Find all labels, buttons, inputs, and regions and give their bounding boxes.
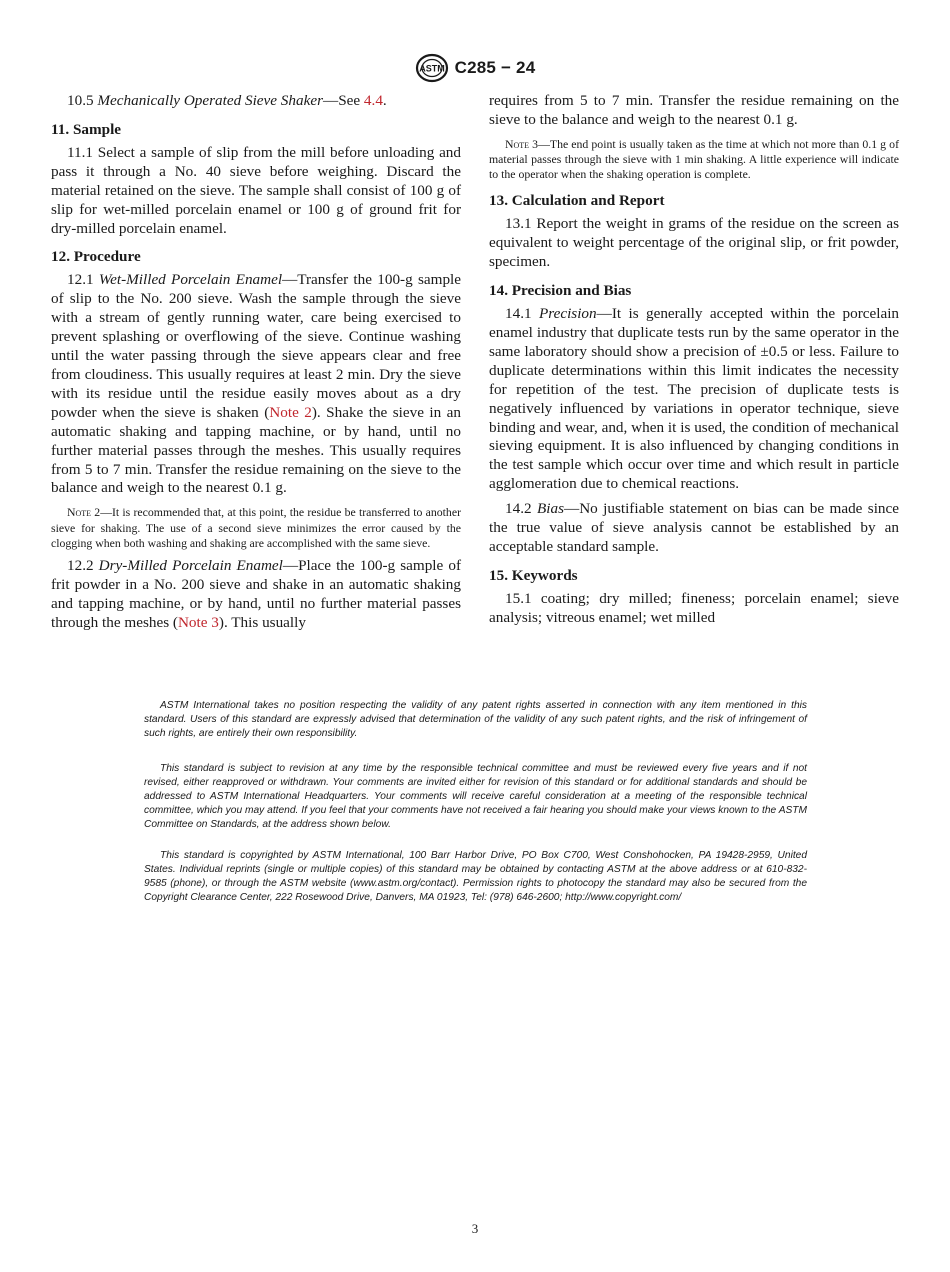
section-15-1: 15.1 coating; dry milled; fineness; porcelain enamel; sieve analysis; vitreous enamel; wet milled xyxy=(489,589,899,626)
astm-logo-icon xyxy=(415,53,449,83)
right-column xyxy=(489,92,899,628)
left-column xyxy=(51,92,461,633)
astm-logo-text: ASTM xyxy=(418,63,445,74)
footer-revision-notice: This standard is subject to revision at any time by the responsible technical committee and must be reviewed every five years and if not revised, either reapproved or withdrawn. Your comments are invited either for revision of this standard or for additional standards and should be addressed to ASTM International Headquarters. Your comments will receive careful consideration at a meeting of the responsible technical committee, which you may attend. If you feel that your comments have not received a fair hearing you should make your views known to the ASTM Committee on Standards, at the address shown below. xyxy=(144,763,807,830)
heading-sample: 11. Sample xyxy=(51,120,122,138)
document-id: C285 − 24 xyxy=(454,58,536,77)
page-header xyxy=(0,52,950,84)
section-12-2-continued: requires from 5 to 7 min. Transfer the residue remaining on the sieve to the balance and weigh to the nearest 0.1 g. xyxy=(489,92,899,128)
footer-patent-notice: ASTM International takes no position respecting the validity of any patent rights asserted in connection with any item mentioned in this standard. Users of this standard are expressly advised that determination of the validity of any such patent rights, and the risk of infringement of such rights, are entirely their own responsibility. xyxy=(144,700,807,739)
heading-keywords: 15. Keywords xyxy=(489,566,578,584)
link-note-2[interactable]: Note 2 xyxy=(269,403,312,421)
link-4-4[interactable]: 4.4 xyxy=(363,92,383,109)
section-10-5: 10.5 Mechanically Operated Sieve Shaker—See 4.4. xyxy=(67,92,387,109)
section-13-1: 13.1 Report the weight in grams of the residue on the screen as equivalent to weight percentage of the original slip, or frit powder, specimen. xyxy=(489,215,899,271)
heading-precision-and-bias: 14. Precision and Bias xyxy=(489,282,632,300)
section-14-2: 14.2 Bias—No justifiable statement on bias can be made since the true value of sieve analysis cannot be established by an acceptable standard sample. xyxy=(489,500,900,556)
note-3: Note 3—The end point is usually taken as the time at which not more than 0.1 g of material passes through the sieve with 1 min shaking. A little experience will indicate to the operator when the shaking operation is complete. xyxy=(489,136,899,182)
page-number: 3 xyxy=(471,1221,479,1236)
link-note-3[interactable]: Note 3 xyxy=(177,613,219,631)
heading-procedure: 12. Procedure xyxy=(51,248,141,266)
heading-calculation-and-report: 13. Calculation and Report xyxy=(489,192,665,210)
note-2: Note 2—It is recommended that, at this point, the residue be transferred to another sieve for shaking. The use of a second sieve minimizes the error caused by the clogging when both washing and shaking are accomplished with the same sieve. xyxy=(51,505,461,550)
footer-copyright-notice: This standard is copyrighted by ASTM International, 100 Barr Harbor Drive, PO Box C700, West Conshohocken, PA 19428-2959, United States. Individual reprints (single or multiple copies) of this standard may be obtained by contacting ASTM at the above address or at 610-832-9585 (phone), or through the ASTM website (www.astm.org/contact). Permission rights to photocopy the standard may also be secured from the Copyright Clearance Center, 222 Rosewood Drive, Danvers, MA 01923, Tel: (978) 646-2600; http://www.copyright.com/ xyxy=(144,850,807,903)
section-12-2: 12.2 Dry-Milled Porcelain Enamel—Place the 100-g sample of frit powder in a No. 200 sieve and shake in an automatic shaking and tapping machine, or by hand, until no further material passes through the meshes (Note 3). This usually xyxy=(51,556,462,631)
section-11-1: 11.1 Select a sample of slip from the mill before unloading and pass it through a No. 40 sieve before weighing. Discard the material retained on the sieve. The sample shall consist of 100 g of slip for wet-milled porcelain enamel or 100 g of ground frit for dry-milled porcelain enamel. xyxy=(51,143,461,237)
section-14-1: 14.1 Precision—It is generally accepted within the porcelain enamel industry that duplicate tests run by the same operator in the same laboratory should show a precision of ±0.5 or less. Failure to duplicate determinations within this limit indicates the necessity for repetition of the test. The precision of duplicate tests is negatively influenced by variations in operator technique, sieve binding and wear, and, when it is used, the condition of mechanical sieving equipment. It is also influenced by changing conditions in the test sample which occur over time and which result in particle agglomeration due to chemical reactions. xyxy=(489,305,900,493)
section-12-1: 12.1 Wet-Milled Porcelain Enamel—Transfer the 100-g sample of slip to the No. 200 sieve. Wash the sample through the sieve with a stream of gently running water, care being exercised to prevent splashing or overflowing of the sieve. Continue washing until the water passing through the sieve appears clear and free from cloudiness. This usually requires at least 2 min. Dry the sieve with its residue until the residue easily moves about as a dry powder when the sieve is shaken (Note 2). Shake the sieve in an automatic shaking and tapping machine, or by hand, until no further material passes through the meshes. This usually requires from 5 to 7 min. Transfer the residue remaining on the sieve to the balance and weigh to the nearest 0.1 g. xyxy=(51,271,461,497)
